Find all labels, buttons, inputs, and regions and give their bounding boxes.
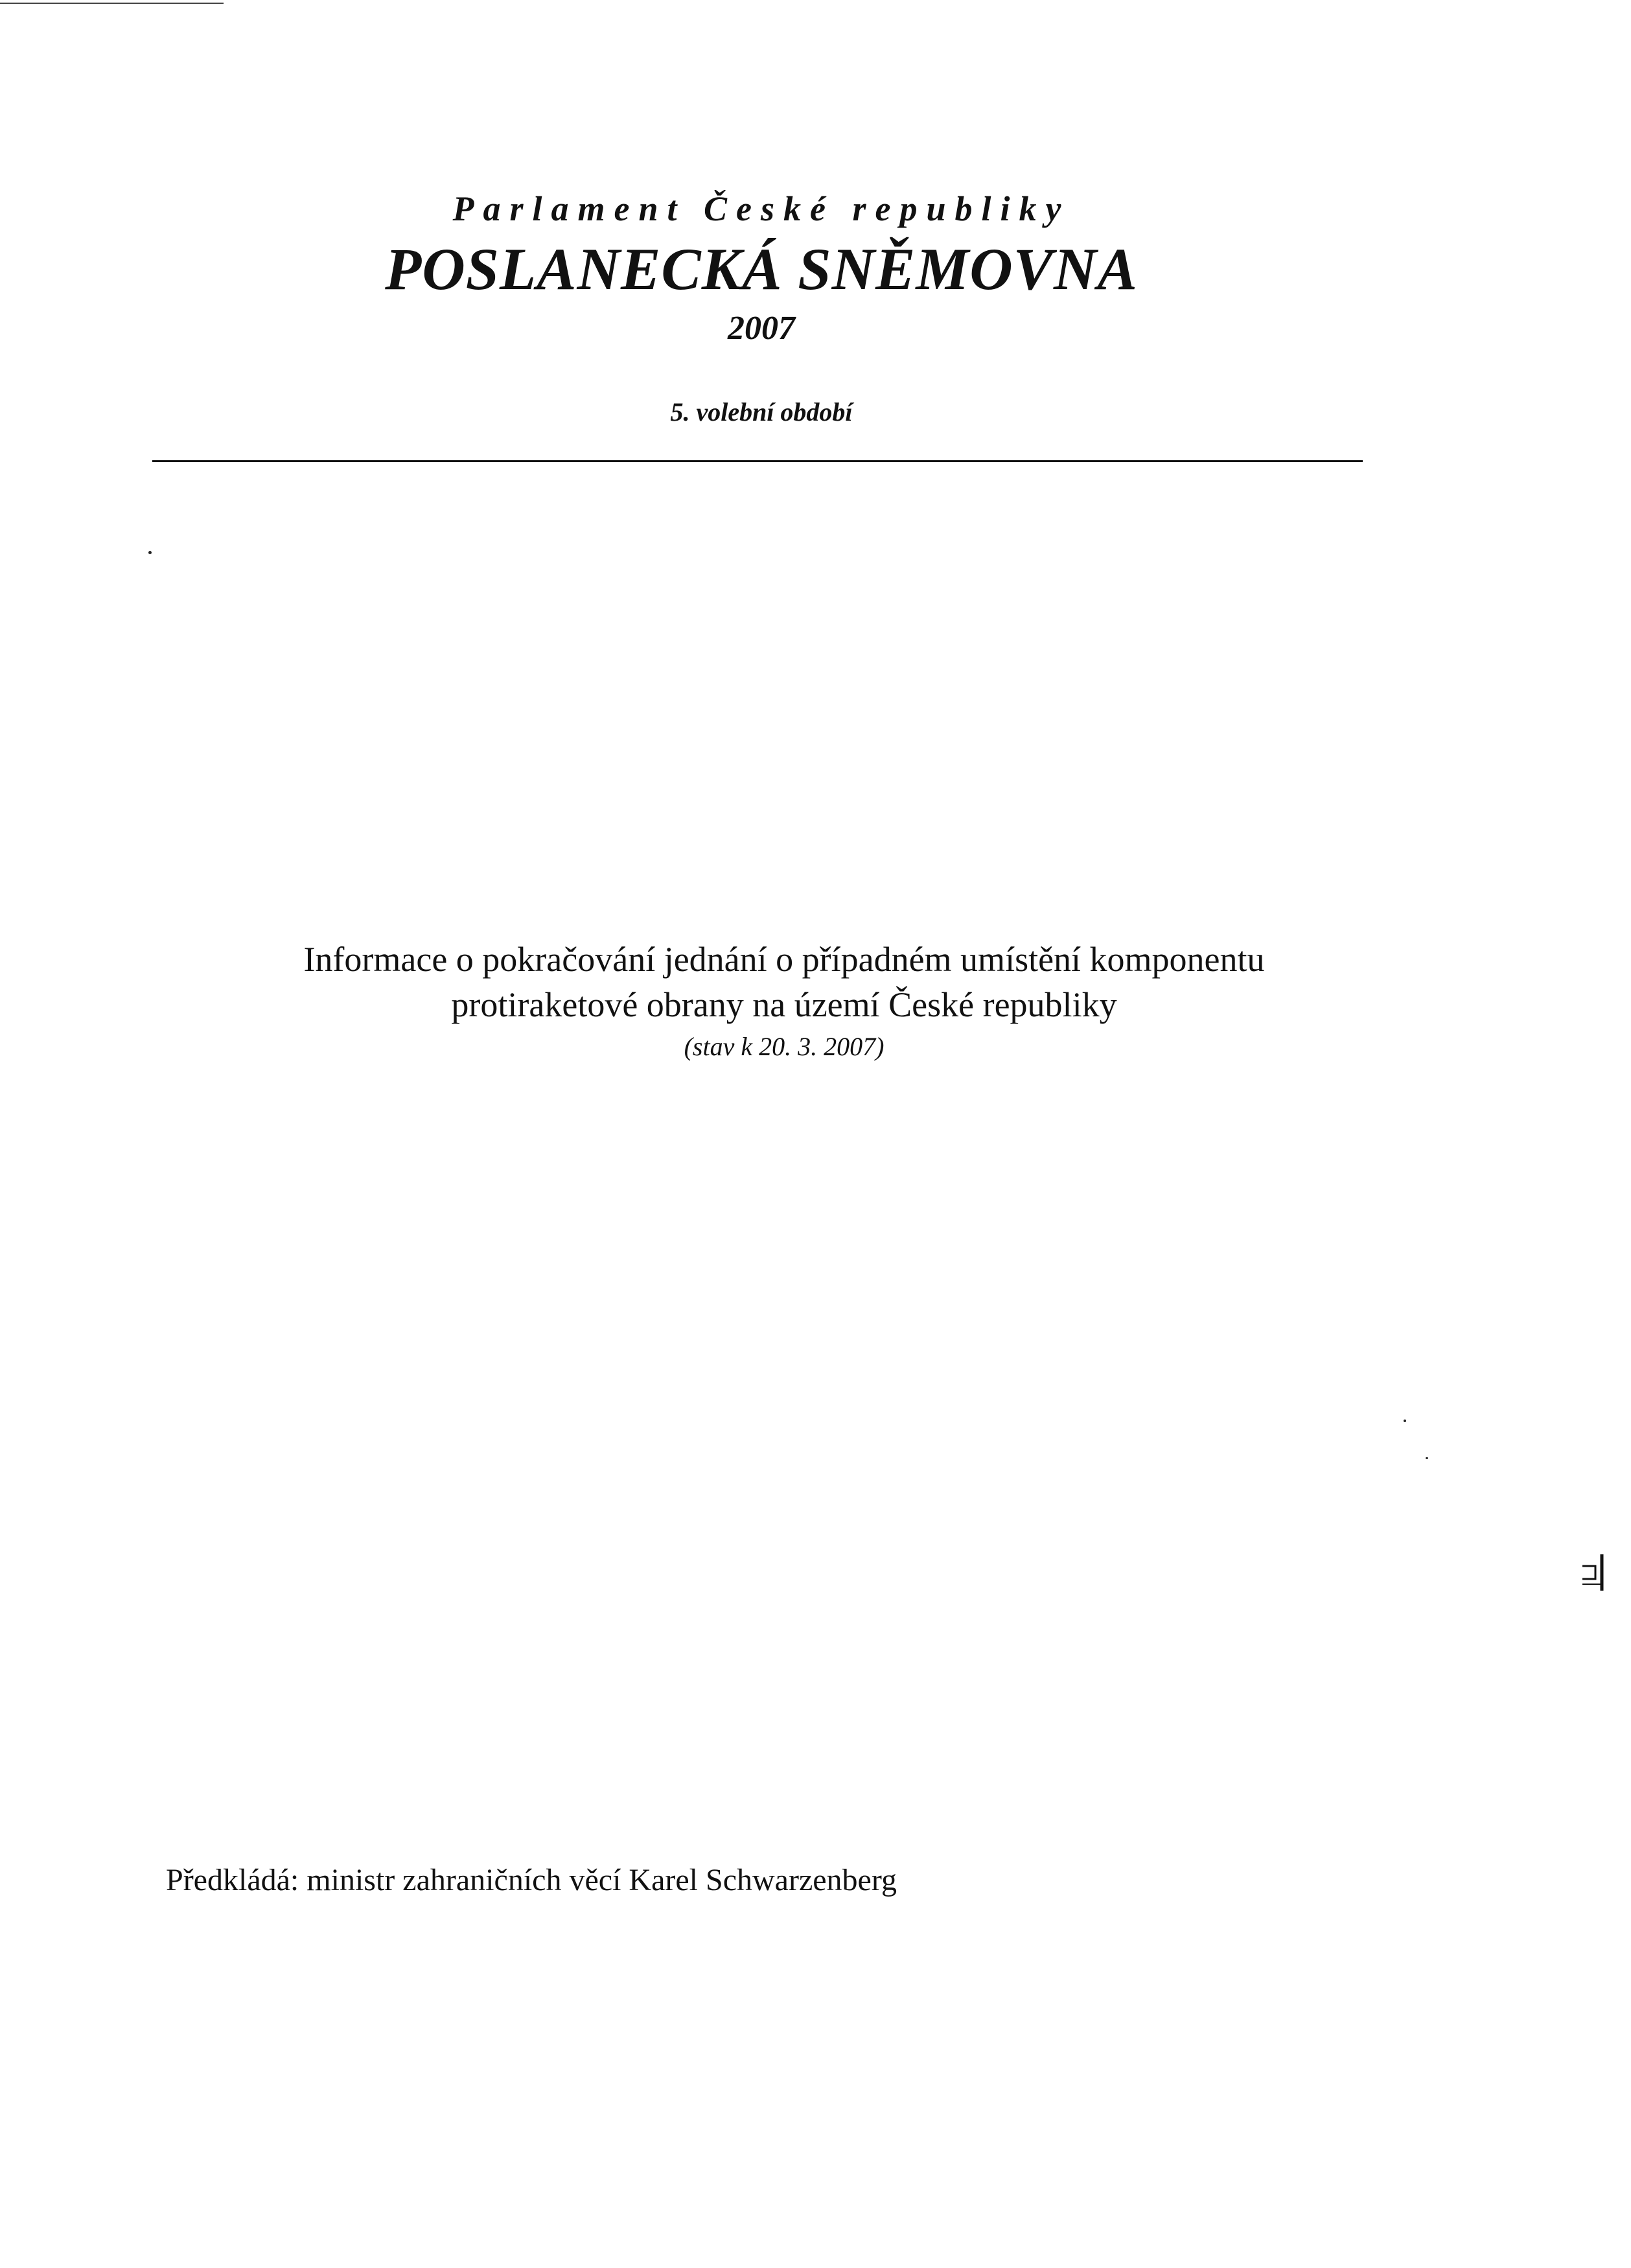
document-title-block [0,937,1568,1064]
presenter-line: Předkládá: ministr zahraničních věcí Karel Schwarzenberg [166,1863,897,1897]
document-header [0,188,1523,349]
electoral-term: 5. volební období [670,397,853,427]
chamber-name: POSLANECKÁ SNĚMOVNA [385,235,1138,302]
scan-speck [1404,1420,1406,1422]
document-year: 2007 [728,309,795,347]
scan-speck [148,551,152,554]
document-title-line-1: Informace o pokračování jednání o případném umístění komponentu [303,940,1265,979]
parliament-name: Parlament České republiky [452,189,1070,228]
binder-clip-mark [1581,1554,1604,1591]
document-title-line-2: protiraketové obrany na území České republiky [451,985,1117,1025]
scan-speck [1426,1457,1428,1459]
document-status-date: (stav k 20. 3. 2007) [684,1032,885,1062]
scan-edge-line [0,3,224,4]
header-divider [152,460,1363,462]
